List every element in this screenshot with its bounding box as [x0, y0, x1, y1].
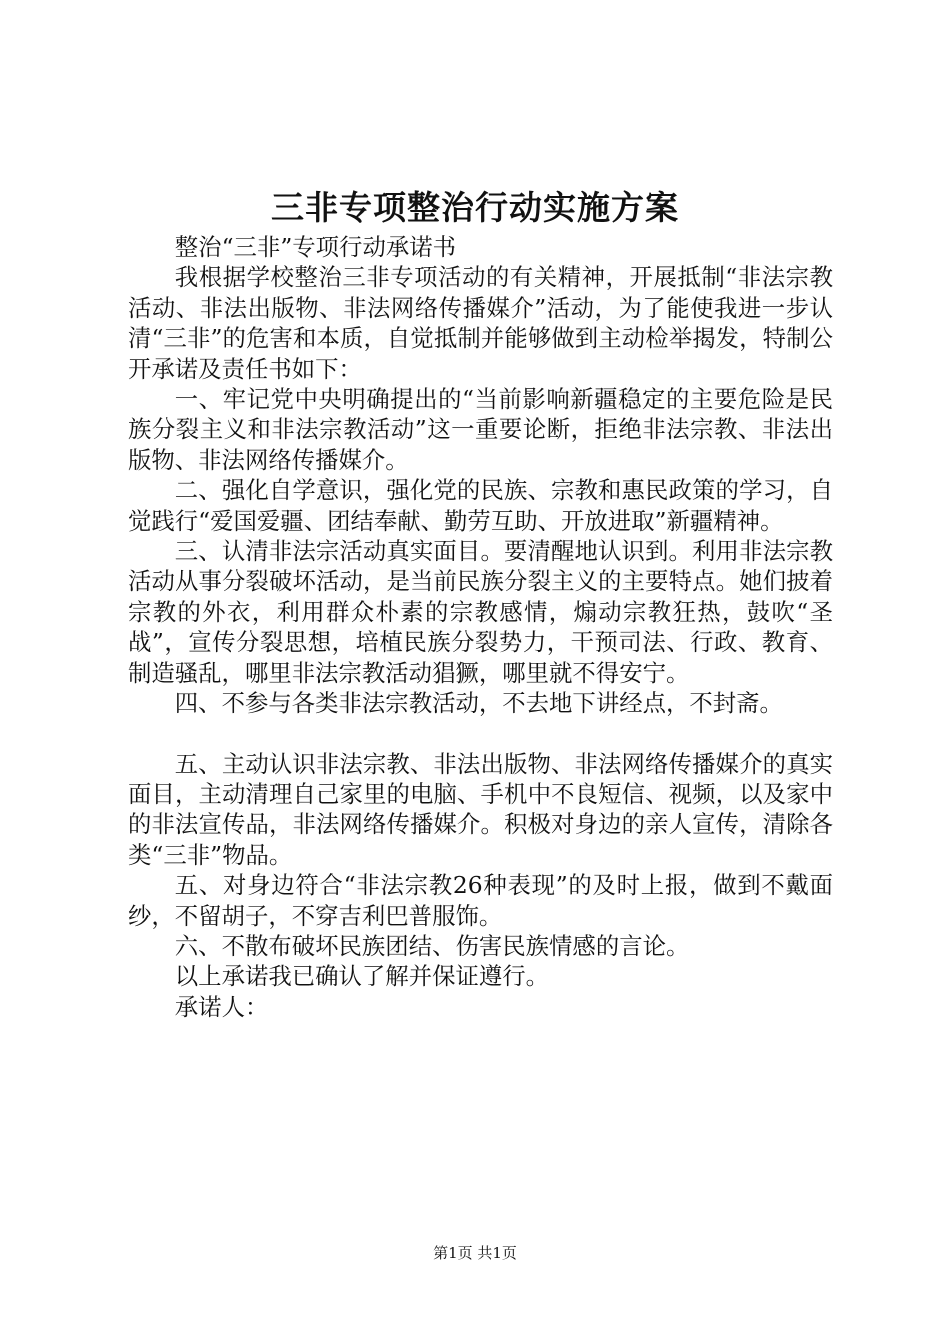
confirmation-statement: 以上承诺我已确认了解并保证遵行。 [174, 962, 550, 991]
pledge-item-6: 六、不散布破坏民族团结、伤害民族情感的言论。 [174, 931, 690, 960]
pledge-item-5b: 五、对身边符合“非法宗教26种表现”的及时上报，做到不戴面纱，不留胡子，不穿吉利巴普服饰。 [128, 871, 833, 930]
pledge-item-1: 一、牢记党中央明确提出的“当前影响新疆稳定的主要危险是民族分裂主义和非法宗教活动”这一重要论断，拒绝非法宗教、非法出版物、非法网络传播媒介。 [128, 385, 833, 474]
document-body [128, 232, 833, 1022]
signatory-label: 承诺人： [174, 992, 269, 1021]
pledge-item-3: 三、认清非法宗活动真实面目。要清醒地认识到。利用非法宗教活动从事分裂破坏活动，是当前民族分裂主义的主要特点。她们披着宗教的外衣，利用群众朴素的宗教感情，煽动宗教狂热，鼓吹“圣战”，宣传分裂思想，培植民族分裂势力，干预司法、行政、教育、制造骚乱，哪里非法宗教活动猖獗，哪里就不得安宁。 [128, 537, 833, 687]
pledge-item-4: 四、不参与各类非法宗教活动，不去地下讲经点，不封斋。 [174, 689, 783, 718]
document-title: 三非专项整治行动实施方案 [271, 188, 679, 227]
commitment-heading: 整治“三非”专项行动承诺书 [174, 233, 457, 261]
pledge-item-5a: 五、主动认识非法宗教、非法出版物、非法网络传播媒介的真实面目，主动清理自己家里的电脑、手机中不良短信、视频，以及家中的非法宣传品，非法网络传播媒介。积极对身边的亲人宣传，清除各类“三非”物品。 [128, 749, 833, 869]
pledge-item-2: 二、强化自学意识，强化党的民族、宗教和惠民政策的学习，自觉践行“爱国爱疆、团结奉献、勤劳互助、开放进取”新疆精神。 [128, 476, 833, 535]
intro-paragraph: 我根据学校整治三非专项活动的有关精神，开展抵制“非法宗教活动、非法出版物、非法网络传播媒介”活动，为了能使我进一步认清“三非”的危害和本质，自觉抵制并能够做到主动检举揭发，特制公开承诺及责任书如下： [128, 263, 833, 383]
page-number-footer: 第1页 共1页 [433, 1244, 517, 1262]
